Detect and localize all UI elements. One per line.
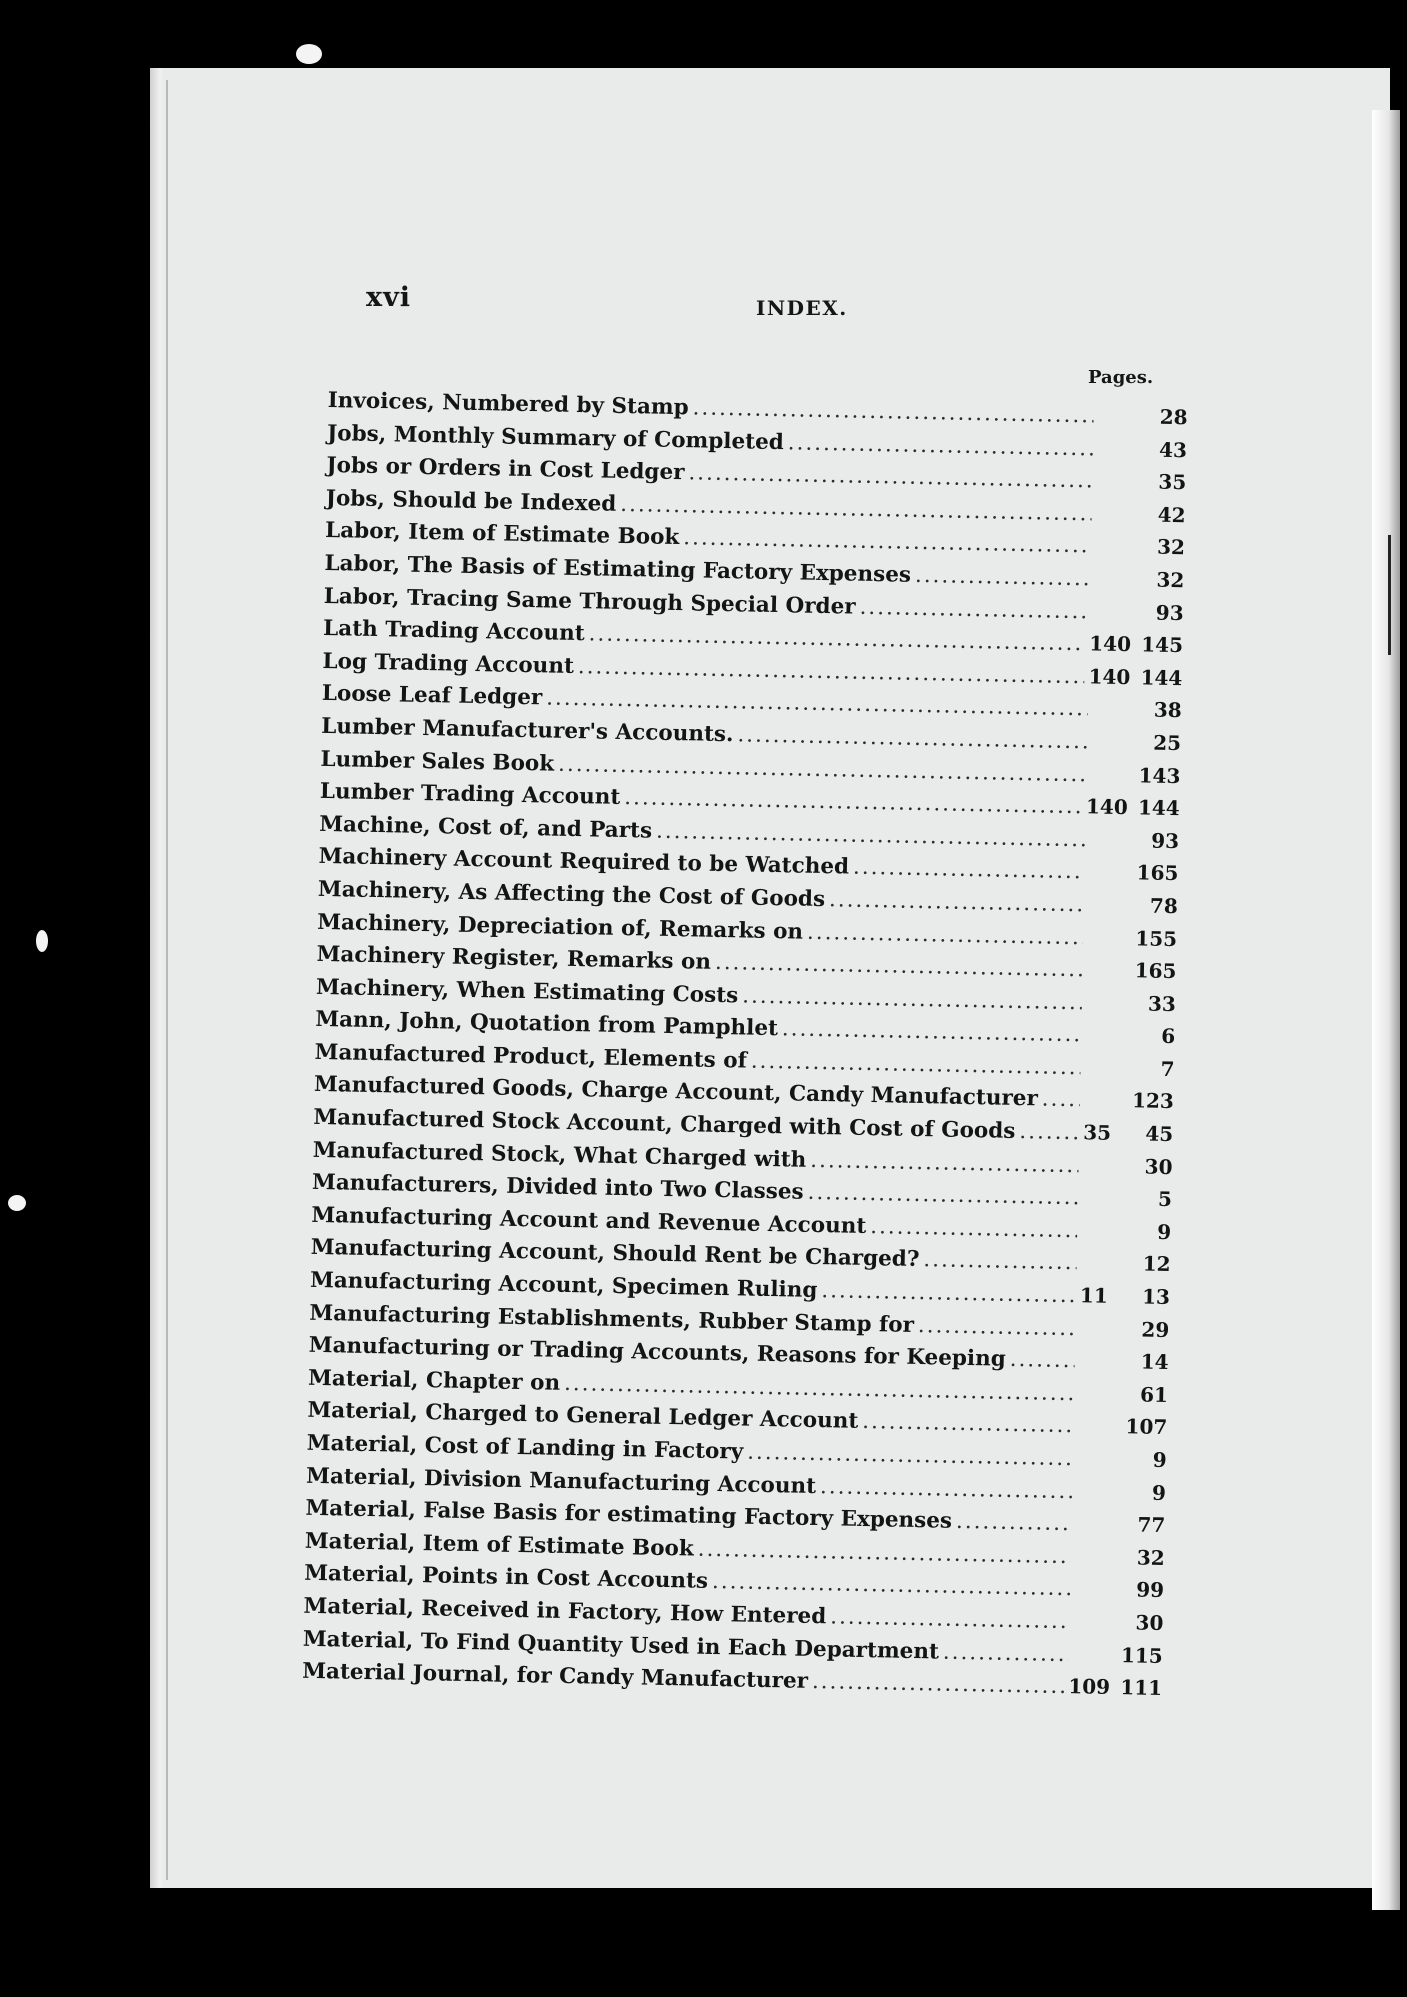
dot-leader: [812, 1669, 1065, 1699]
dot-leader: [751, 1048, 1081, 1080]
index-entry-page: 7: [1160, 1056, 1175, 1081]
index-entry-secondary-page: 140: [1088, 664, 1131, 689]
index-entry-page: 30: [1135, 1610, 1164, 1635]
dot-leader: [788, 430, 1094, 461]
index-entry-secondary-page: 11: [1079, 1283, 1109, 1308]
index-entry-secondary-page: [1092, 716, 1130, 717]
dot-leader: [859, 594, 1090, 624]
index-entry-secondary-page: [1077, 1433, 1115, 1434]
index-entry-page: 93: [1151, 828, 1180, 853]
index-entry-subject: Labor, Item of Estimate Book: [324, 518, 680, 551]
index-entry-page: 28: [1159, 404, 1188, 430]
index-entry-subject: Jobs or Orders in Cost Ledger: [326, 453, 685, 486]
index-list: [302, 388, 1188, 1709]
index-entry-subject: Material, Points in Cost Accounts: [303, 1561, 709, 1595]
dot-leader: [923, 1248, 1077, 1276]
index-entry-page: 25: [1152, 730, 1182, 756]
index-entry-subject: Manufacturing Establishments, Rubber Stamp for: [309, 1300, 915, 1338]
index-entry-subject: Machinery, Depreciation of, Remarks on: [317, 909, 804, 945]
index-entry-page: 123: [1131, 1088, 1175, 1114]
index-entry-secondary-page: [1073, 1628, 1111, 1629]
dot-leader: [829, 887, 1084, 917]
index-entry-secondary-page: [1073, 1661, 1111, 1662]
page-folio: xvi: [366, 282, 412, 313]
index-entry-secondary-page: [1082, 1172, 1120, 1173]
dot-leader: [807, 919, 1084, 950]
index-entry-page: 77: [1137, 1512, 1166, 1538]
index-entry-page: 12: [1142, 1251, 1171, 1277]
index-entry-secondary-page: [1096, 520, 1134, 521]
index-entry-subject: Material, Chapter on: [307, 1365, 561, 1396]
dot-leader: [782, 1017, 1082, 1048]
index-entry-page: 9: [1151, 1480, 1167, 1505]
index-entry-page: 115: [1120, 1642, 1163, 1668]
index-entry-page: 145: [1141, 632, 1184, 658]
index-entry-subject: Labor, The Basis of Estimating Factory Expenses: [324, 550, 912, 588]
index-entry-subject: Manufacturers, Divided into Two Classes: [311, 1170, 804, 1205]
index-entry-page: 9: [1152, 1447, 1167, 1473]
index-entry-page: 107: [1125, 1414, 1168, 1440]
index-entry-page: 155: [1135, 925, 1178, 951]
index-entry-subject: Loose Leaf Ledger: [321, 681, 543, 711]
index-entry-secondary-page: [1075, 1563, 1113, 1564]
index-entry-subject: Material, Cost of Landing in Factory: [306, 1430, 744, 1465]
index-entry-subject: Invoices, Numbered by Stamp: [327, 388, 689, 421]
index-entry-secondary-page: [1078, 1400, 1116, 1401]
dot-leader: [821, 1278, 1076, 1308]
index-entry-subject: Jobs, Monthly Summary of Completed: [326, 420, 785, 455]
index-entry-page: 14: [1140, 1349, 1169, 1375]
index-entry-secondary-page: 35: [1082, 1120, 1112, 1145]
binding-clip-mark: [1388, 535, 1397, 655]
index-entry-page: 32: [1156, 567, 1185, 593]
index-entry-subject: Mann, John, Quotation from Pamphlet: [315, 1007, 779, 1042]
index-entry-subject: Manufacturing Account, Specimen Ruling: [309, 1267, 818, 1304]
index-entry-secondary-page: [1077, 1465, 1115, 1466]
page-edge-line: [166, 80, 168, 1880]
dot-leader: [830, 1604, 1070, 1634]
index-entry-secondary-page: [1086, 976, 1124, 977]
index-entry-page: 144: [1140, 665, 1183, 690]
index-entry-page: 35: [1158, 469, 1187, 495]
index-entry-page: 61: [1139, 1382, 1169, 1407]
index-entry-secondary-page: [1080, 1270, 1118, 1271]
index-entry-subject: Log Trading Account: [322, 648, 575, 679]
index-entry-subject: Manufactured Stock Account, Charged with Cost of Goods: [313, 1104, 1016, 1145]
index-entry-secondary-page: [1074, 1596, 1112, 1597]
index-entry-page: 9: [1157, 1219, 1172, 1244]
index-entry-subject: Manufactured Stock, What Charged with: [312, 1137, 807, 1173]
index-entry-page: 42: [1157, 502, 1186, 528]
dot-leader: [820, 1474, 1072, 1504]
index-entry-secondary-page: [1091, 748, 1129, 749]
dot-leader: [853, 855, 1085, 885]
index-entry-subject: Material, Charged to General Ledger Account: [307, 1398, 859, 1435]
pages-column-heading: Pages.: [1088, 367, 1154, 388]
index-entry-secondary-page: [1088, 911, 1126, 912]
index-entry-secondary-page: [1097, 422, 1135, 423]
index-entry-secondary-page: [1081, 1237, 1119, 1238]
index-entry-subject: Manufacturing or Trading Accounts, Reasons for Keeping: [308, 1333, 1007, 1373]
index-entry-secondary-page: [1079, 1335, 1117, 1336]
index-entry-secondary-page: [1076, 1498, 1114, 1499]
index-entry-subject: Labor, Tracing Same Through Special Order: [323, 583, 856, 620]
index-entry-secondary-page: 140: [1085, 794, 1128, 820]
dot-leader: [915, 563, 1091, 592]
index-entry-page: 45: [1145, 1121, 1174, 1147]
index-entry-secondary-page: [1096, 488, 1134, 489]
index-entry-subject: Jobs, Should be Indexed: [325, 485, 617, 517]
index-entry-page: 144: [1137, 795, 1180, 821]
index-entry-secondary-page: [1088, 879, 1126, 880]
index-entry-subject: Material, To Find Quantity Used in Each Department: [302, 1626, 940, 1665]
index-entry-page: 143: [1138, 762, 1181, 788]
index-entry-page: 93: [1155, 600, 1184, 625]
page-gutter-shadow: [150, 68, 164, 1888]
index-entry-secondary-page: [1082, 1205, 1120, 1206]
index-entry-page: 5: [1157, 1187, 1173, 1212]
film-speck: [8, 1195, 26, 1211]
index-entry-secondary-page: [1085, 1042, 1123, 1043]
index-entry-page: 13: [1141, 1284, 1171, 1310]
index-entry-secondary-page: [1087, 944, 1125, 945]
index-entry-secondary-page: 109: [1068, 1674, 1111, 1700]
index-entry-page: 30: [1144, 1154, 1173, 1179]
index-entry-page: 32: [1156, 535, 1186, 560]
index-entry-subject: Manufacturing Account and Revenue Account: [311, 1202, 867, 1239]
index-entry-page: 111: [1120, 1675, 1163, 1701]
dot-leader: [1019, 1119, 1079, 1145]
index-entry-subject: Material Journal, for Candy Manufacturer: [301, 1658, 809, 1695]
dot-leader: [747, 1440, 1073, 1472]
index-entry-page: 6: [1160, 1024, 1176, 1049]
index-entry-subject: Lumber Sales Book: [320, 746, 555, 777]
index-entry-secondary-page: [1090, 781, 1128, 782]
index-entry-subject: Material, False Basis for estimating Factory Expenses: [305, 1495, 953, 1534]
index-entry-subject: Lath Trading Account: [322, 616, 585, 647]
index-entry-subject: Machinery, When Estimating Costs: [315, 974, 739, 1009]
film-speck: [296, 44, 322, 64]
index-entry-subject: Manufactured Product, Elements of: [314, 1039, 748, 1074]
index-entry-secondary-page: [1075, 1530, 1113, 1531]
index-entry-secondary-page: [1094, 618, 1132, 619]
index-entry-subject: Lumber Manufacturer's Accounts.: [320, 713, 734, 748]
index-entry-subject: Manufacturing Account, Should Rent be Charged?: [310, 1235, 920, 1273]
index-entry-page: 78: [1149, 893, 1179, 919]
dot-leader: [918, 1313, 1076, 1341]
index-entry-secondary-page: [1094, 585, 1132, 586]
index-entry-page: 32: [1136, 1545, 1165, 1570]
dot-leader: [1042, 1087, 1081, 1113]
index-entry-page: 165: [1134, 958, 1177, 984]
index-entry-subject: Material, Received in Factory, How Entered: [303, 1593, 827, 1630]
index-entry-subject: Machinery, As Affecting the Cost of Goods: [317, 876, 826, 912]
index-entry-secondary-page: [1084, 1074, 1122, 1075]
dot-leader: [862, 1409, 1074, 1438]
index-entry-subject: Material, Division Manufacturing Account: [305, 1463, 817, 1499]
adjacent-page-edge: [1372, 110, 1400, 1910]
dot-leader: [870, 1214, 1077, 1243]
dot-leader: [1010, 1347, 1075, 1373]
index-entry-subject: Machine, Cost of, and Parts: [318, 811, 653, 844]
index-entry-page: 43: [1158, 437, 1188, 462]
page-title: INDEX.: [756, 296, 848, 320]
index-entry-secondary-page: [1086, 1009, 1124, 1010]
index-entry-secondary-page: [1089, 846, 1127, 847]
index-entry-page: 38: [1153, 697, 1182, 723]
index-entry-subject: Material, Item of Estimate Book: [304, 1528, 695, 1562]
index-entry-page: 99: [1135, 1577, 1165, 1603]
index-entry-subject: Machinery Account Required to be Watched: [318, 844, 850, 880]
film-speck: [36, 930, 48, 952]
dot-leader: [956, 1509, 1072, 1536]
index-entry-page: 29: [1141, 1317, 1170, 1342]
dot-leader: [943, 1639, 1069, 1667]
dot-leader: [807, 1180, 1078, 1210]
index-entry-secondary-page: [1097, 455, 1135, 456]
index-entry-subject: Manufactured Goods, Charge Account, Candy Manufacturer: [313, 1072, 1039, 1112]
index-entry-subject: Machinery Register, Remarks on: [316, 941, 712, 975]
index-entry-secondary-page: 140: [1089, 631, 1132, 657]
index-entry-secondary-page: [1078, 1367, 1116, 1368]
index-entry-page: 165: [1136, 860, 1179, 886]
index-entry-page: 33: [1147, 991, 1177, 1016]
index-entry-secondary-page: [1084, 1107, 1122, 1108]
index-entry-subject: Lumber Trading Account: [319, 779, 621, 811]
index-entry-secondary-page: [1095, 553, 1133, 554]
dot-leader: [810, 1147, 1079, 1177]
